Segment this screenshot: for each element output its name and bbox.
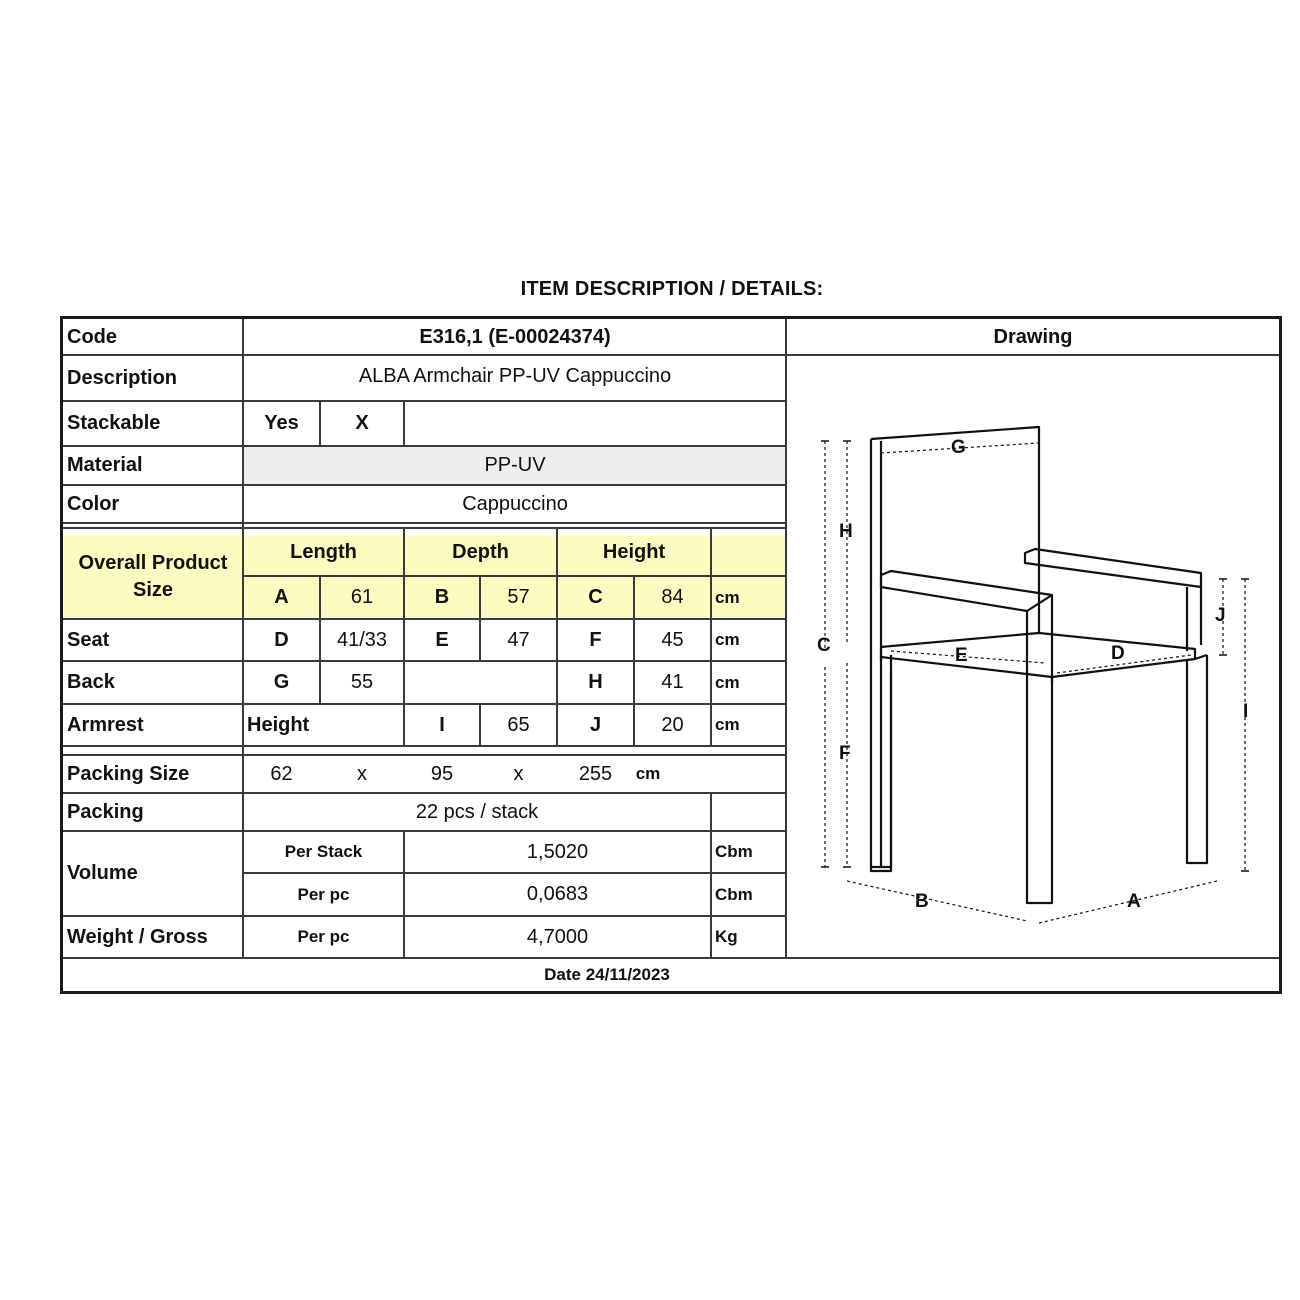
volume-per-stack-unit: Cbm [715,842,753,861]
chair-drawing [787,355,1279,957]
description-value: ALBA Armchair PP-UV Cappuccino [358,364,672,387]
depth-header: Depth [452,540,509,563]
front-right-leg [1187,655,1207,863]
drawing-label-f: F [839,743,851,764]
seat-frame [881,633,1195,685]
volume-per-pc-unit: Cbm [715,884,753,904]
dim-i-value: 65 [507,713,530,736]
packing-size-label: Packing Size [67,762,190,785]
armrest-label: Armrest [67,713,144,736]
dim-b-letter: B [434,586,450,608]
dim-g-value: 55 [350,671,374,693]
dim-g-letter: G [273,671,290,693]
packing-label: Packing [67,800,144,823]
dim-b-value: 57 [507,586,530,608]
weight-per-pc-label: Per pc [297,927,350,946]
stackable-mark: X [355,411,369,434]
dim-c-letter: C [588,586,603,608]
drawing-label-c: C [817,635,831,656]
overall-size-label: Overall Product Size [78,552,228,601]
dim-a-letter: A [274,586,289,608]
dim-f-value: 45 [661,628,684,651]
material-value: PP-UV [484,454,546,476]
page-heading: ITEM DESCRIPTION / DETAILS: [520,278,824,300]
drawing-label-b: B [915,891,929,912]
volume-per-stack-label: Per Stack [284,842,363,861]
length-header: Length [290,540,357,563]
description-label: Description [67,366,178,389]
armrest-unit: cm [715,715,740,734]
drawing-label-d: D [1111,643,1125,664]
dim-d-value: 41/33 [336,628,388,651]
date-footer [63,959,1279,991]
drawing-title: Drawing [993,325,1073,348]
seat-label: Seat [67,628,110,651]
dim-j-letter: J [589,713,602,736]
code-value: E316,1 (E-00024374) [419,325,611,348]
packing-size-length: 62 [270,762,293,785]
color-label: Color [67,492,120,515]
material-label: Material [67,454,143,476]
volume-label: Volume [67,862,138,884]
drawing-label-a: A [1127,891,1141,912]
dim-e-letter: E [435,628,449,651]
drawing-label-j: J [1215,605,1226,626]
dim-h-letter: H [588,671,603,693]
dim-e-value: 47 [507,628,530,651]
volume-per-stack-value: 1,5020 [526,840,589,863]
packing-size-x2: x [513,762,524,785]
dim-c-value: 84 [661,586,684,608]
weight-label: Weight / Gross [67,925,208,948]
dim-d-letter: D [274,628,289,651]
stackable-yes: Yes [264,411,299,434]
color-value: Cappuccino [462,492,568,515]
packing-size-x1: x [357,762,367,785]
stackable-label: Stackable [67,411,161,434]
packing-size-unit: cm [635,764,661,783]
dim-a-value: 61 [350,586,374,608]
dim-j-value: 20 [661,713,684,736]
back-label: Back [67,671,115,693]
volume-per-pc-label: Per pc [297,884,350,904]
overall-unit: cm [715,587,740,607]
packing-value: 22 pcs / stack [415,800,539,823]
packing-size-height: 255 [578,762,613,785]
dim-i-letter: I [439,713,445,736]
dim-h-value: 41 [661,671,684,693]
weight-value: 4,7000 [526,925,589,948]
dim-f-letter: F [589,628,602,651]
seat-unit: cm [715,630,740,649]
details-sheet [60,316,1282,994]
date-text: Date 24/11/2023 [544,965,670,984]
drawing-label-g: G [951,437,966,458]
height-header: Height [602,540,666,563]
drawing-label-i: I [1243,701,1249,722]
code-label: Code [67,325,117,348]
back-unit: cm [715,672,740,692]
front-left-leg [1027,685,1052,903]
volume-per-pc-value: 0,0683 [526,883,589,905]
weight-unit: Kg [715,927,738,946]
armrest-height-label: Height [247,713,310,736]
drawing-label-h: H [839,521,853,542]
drawing-label-e: E [955,645,968,666]
packing-size-width: 95 [430,762,454,785]
